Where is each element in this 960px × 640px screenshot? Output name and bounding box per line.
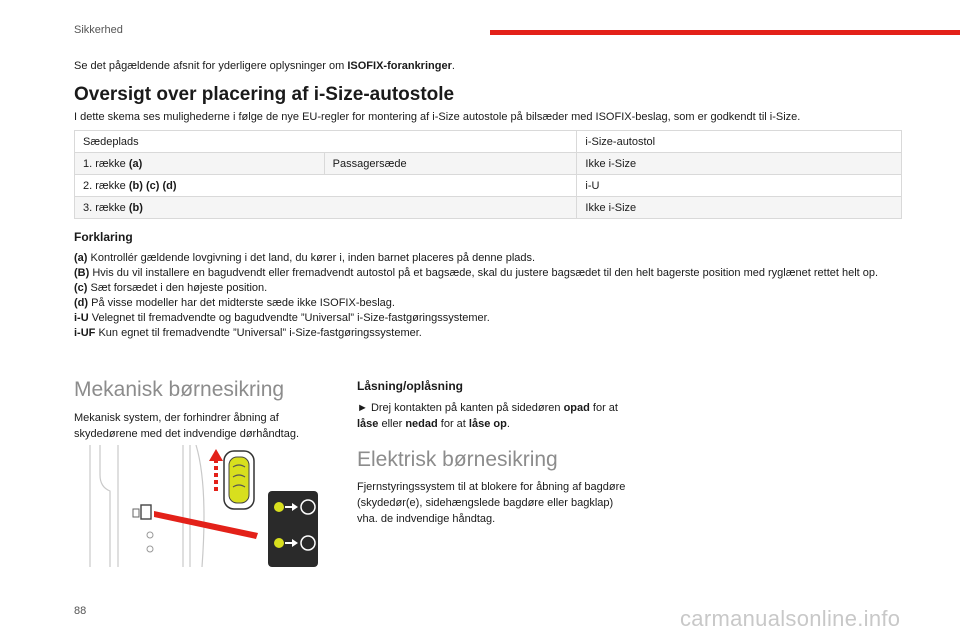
locking-heading: Låsning/oplåsning: [357, 379, 464, 393]
electric-lock-text: Fjernstyringssystem til at blokere for åbning af bagdøre (skydedør(e), sidehængslede bagdøre eller bagklap) vha. de indvendige håndtag.: [357, 481, 626, 525]
row-label: 3. række (b): [75, 197, 577, 219]
isofix-link-text: ISOFIX-forankringer: [347, 60, 452, 72]
row-label: 2. række (b) (c) (d): [75, 175, 577, 197]
legend-item: i-UF Kun egnet til fremadvendte ”Universal” i-Size-fastgøringssystemer.: [74, 327, 422, 339]
legend-heading: Forklaring: [74, 230, 133, 244]
table-row: [75, 197, 902, 219]
legend-item: (B) Hvis du vil installere en bagudvendt eller fremadvendt autostol på et bagsæde, skal du justere bagsædet til den helt bagerste position med ryglænet rettet helt op.: [74, 267, 879, 279]
locking-instruction: ► Drej kontakten på kanten på sidedøren opad for at låse eller nedad for at låse op.: [357, 402, 618, 430]
electric-lock-heading: Elektrisk børnesikring: [357, 448, 558, 471]
watermark: carmanualsonline.info: [680, 606, 901, 631]
page-number: 88: [74, 605, 87, 617]
mechanical-lock-text: Mekanisk system, der forhindrer åbning af skydedørene med det indvendige dørhåndtag.: [74, 412, 300, 440]
pointer-arrow-icon: [154, 511, 258, 539]
legend-item: (c) Sæt forsædet i den højeste position.: [74, 282, 268, 294]
table-row: [75, 175, 902, 197]
overview-description: I dette skema ses mulighederne i følge de nye EU-regler for montering af i-Size autostole på bilsæder med ISOFIX-beslag, som er godkendt til i-Size.: [74, 111, 801, 123]
section-label: Sikkerhed: [74, 24, 123, 36]
lock-knob-icon: [224, 451, 254, 509]
legend-item: i-U Velegnet til fremadvendte og bagudvendte ”Universal” i-Size-fastgøringssystemer.: [74, 312, 490, 324]
row-value: Ikke i-Size: [577, 197, 902, 219]
table-header-row: [75, 131, 902, 153]
row-value: Ikke i-Size: [577, 153, 902, 175]
header-seat: Sædeplads: [75, 131, 577, 153]
table-row: [75, 153, 902, 175]
row-label: 1. række (a): [75, 153, 325, 175]
isize-seat-table: [74, 130, 902, 219]
header-isize: i-Size-autostol: [577, 131, 902, 153]
child-lock-illustration: [88, 445, 323, 567]
row-value: i-U: [577, 175, 902, 197]
page-title: Oversigt over placering af i-Size-autostole: [74, 84, 455, 105]
row-seat: Passagersæde: [324, 153, 577, 175]
intro-text: Se det pågældende afsnit for yderligere oplysninger om ISOFIX-forankringer.: [74, 60, 455, 72]
legend-list: [74, 251, 904, 341]
mechanical-lock-heading: Mekanisk børnesikring: [74, 378, 285, 401]
legend-item: (a) Kontrollér gældende lovgivning i det land, du kører i, inden barnet placeres på denne plads.: [74, 252, 536, 264]
door-lock-switch-icon: [141, 505, 151, 519]
legend-item: (d) På visse modeller har det midterste sæde ikke ISOFIX-beslag.: [74, 297, 395, 309]
child-lock-panel-icon: [268, 491, 318, 567]
header-accent-bar: [490, 30, 960, 35]
